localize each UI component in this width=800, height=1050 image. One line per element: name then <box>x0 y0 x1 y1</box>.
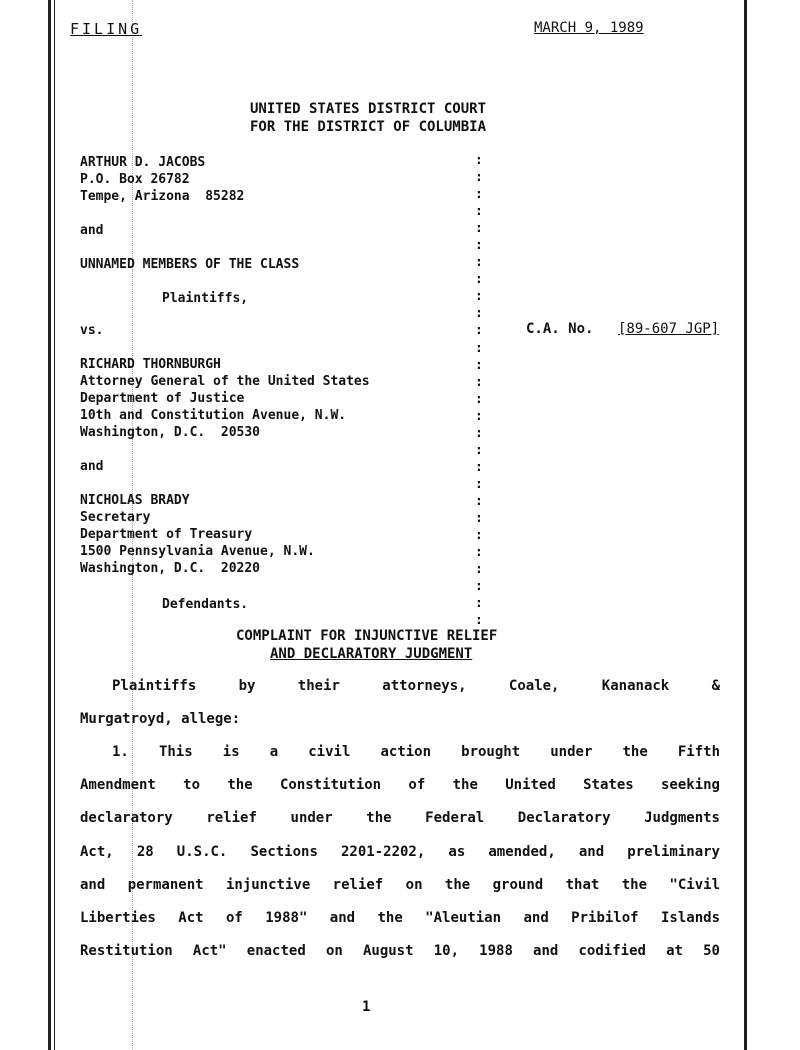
caption-separator: : : : : : : : : : : : : : : : : : : : : : : : : : : : : <box>475 153 483 629</box>
defendant2-department: Department of Treasury <box>80 527 253 542</box>
plaintiff-address-line1: P.O. Box 26782 <box>80 172 190 187</box>
defendant2-title: Secretary <box>80 510 151 525</box>
versus: vs. <box>80 323 104 338</box>
complaint-subtitle: AND DECLARATORY JUDGMENT <box>270 646 473 662</box>
defendant1-name: RICHARD THORNBURGH <box>80 357 221 372</box>
filing-label: FILING <box>70 20 143 38</box>
body-line-2: Murgatroyd, allege: <box>80 711 241 727</box>
right-page-edge <box>744 0 747 1050</box>
and-separator: and <box>80 223 104 238</box>
defendant1-city: Washington, D.C. 20530 <box>80 425 261 440</box>
body-line-8: Liberties Act of 1988" and the "Aleutian and Pribilof Islands <box>80 910 720 926</box>
filing-date: MARCH 9, 1989 <box>534 20 644 36</box>
defendant2-street: 1500 Pennsylvania Avenue, N.W. <box>80 544 315 559</box>
body-line-7: and permanent injunctive relief on the ground that the "Civil <box>80 877 720 893</box>
defendant1-street: 10th and Constitution Avenue, N.W. <box>80 408 347 423</box>
page-number: 1 <box>362 999 371 1015</box>
court-name: UNITED STATES DISTRICT COURT <box>250 101 487 117</box>
defendant1-department: Department of Justice <box>80 391 245 406</box>
plaintiffs-role: Plaintiffs, <box>162 291 249 306</box>
defendant2-city: Washington, D.C. 20220 <box>80 561 261 576</box>
class-members: UNNAMED MEMBERS OF THE CLASS <box>80 257 300 272</box>
body-line-4: Amendment to the Constitution of the United States seeking <box>80 777 720 793</box>
and-separator-2: and <box>80 459 104 474</box>
plaintiff-address-line2: Tempe, Arizona 85282 <box>80 189 245 204</box>
plaintiff-name: ARTHUR D. JACOBS <box>80 155 206 170</box>
defendant2-name: NICHOLAS BRADY <box>80 493 190 508</box>
complaint-title: COMPLAINT FOR INJUNCTIVE RELIEF <box>236 628 498 644</box>
left-page-edge-inner <box>54 0 55 1050</box>
left-page-edge <box>48 0 51 1050</box>
body-line-9: Restitution Act" enacted on August 10, 1988 and codified at 50 <box>80 943 720 959</box>
body-line-1: Plaintiffs by their attorneys, Coale, Kananack & <box>112 678 720 694</box>
case-number: [89-607 JGP] <box>618 321 720 337</box>
body-line-6: Act, 28 U.S.C. Sections 2201-2202, as amended, and preliminary <box>80 844 720 860</box>
body-line-3: 1. This is a civil action brought under the Fifth <box>112 744 720 760</box>
defendant1-title: Attorney General of the United States <box>80 374 370 389</box>
court-district: FOR THE DISTRICT OF COLUMBIA <box>250 119 487 135</box>
body-line-5: declaratory relief under the Federal Declaratory Judgments <box>80 810 720 826</box>
case-number-label: C.A. No. <box>526 321 594 337</box>
defendants-role: Defendants. <box>162 597 249 612</box>
